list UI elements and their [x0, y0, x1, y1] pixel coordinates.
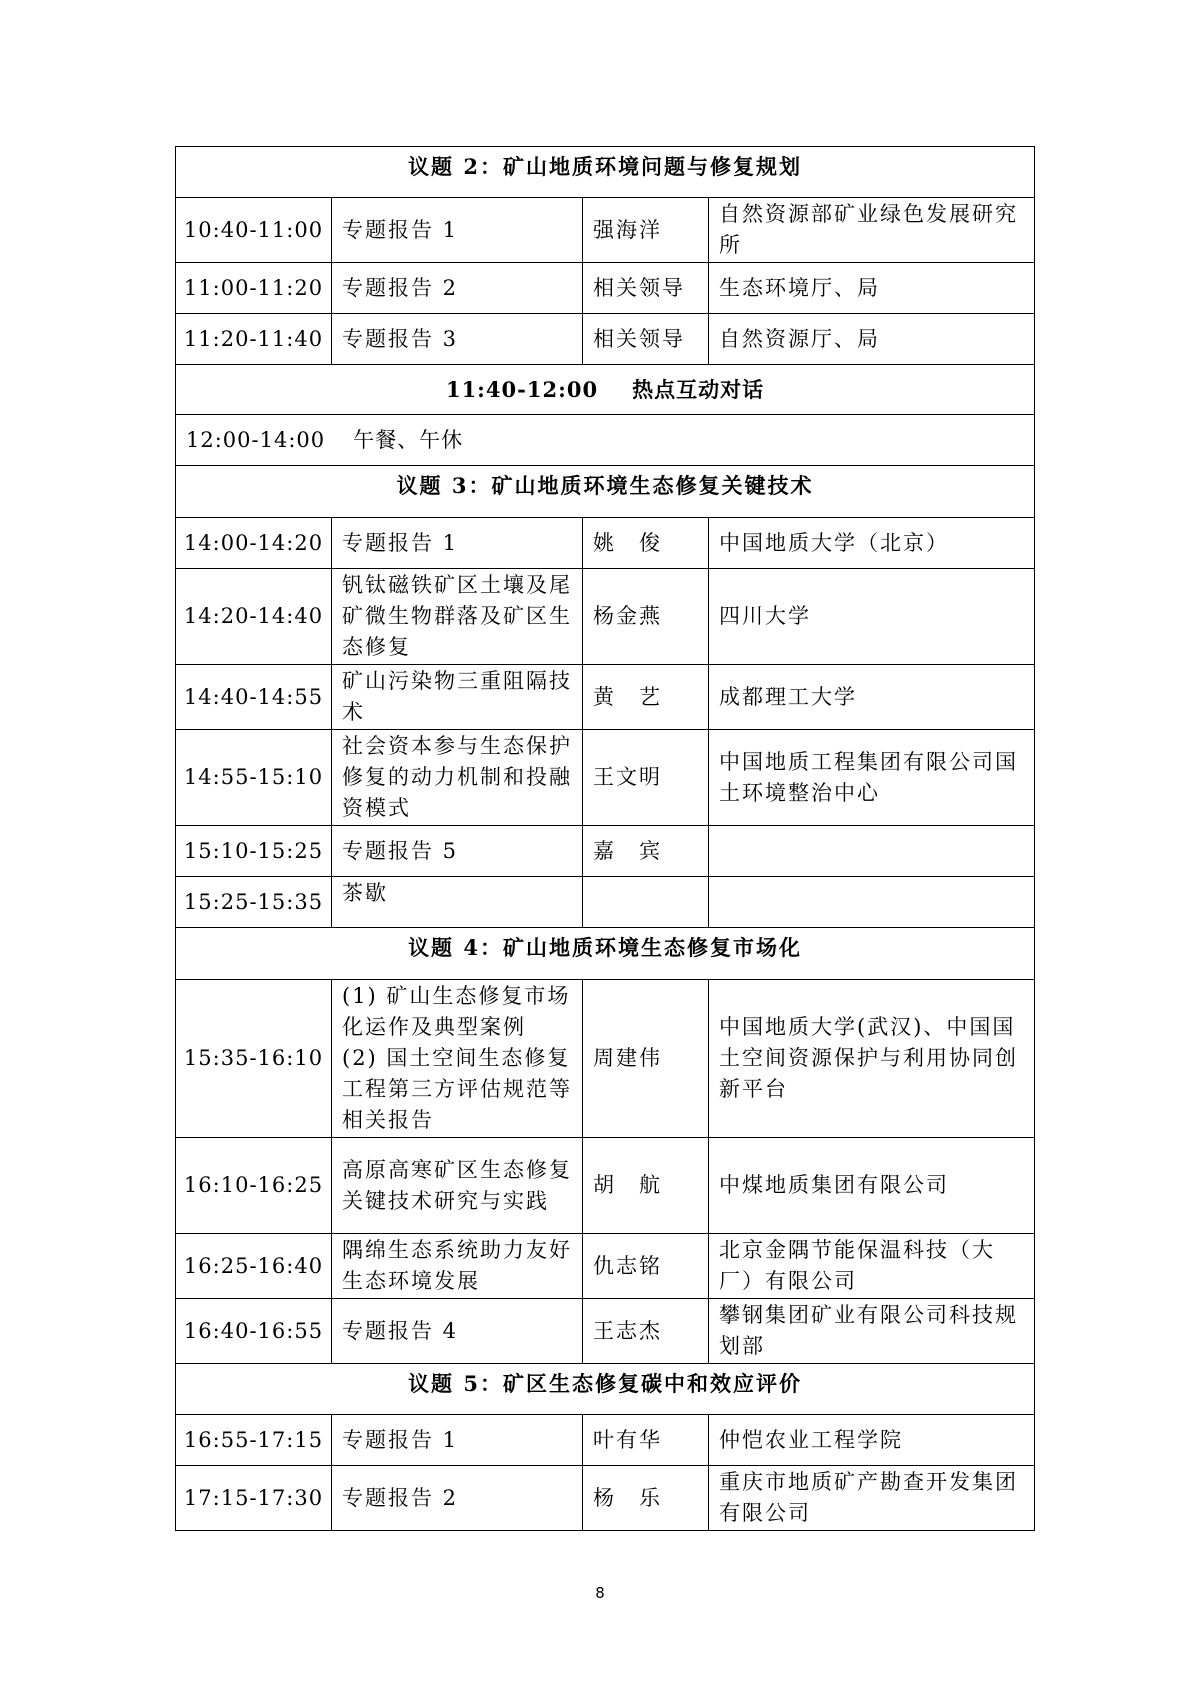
speaker-cell: 仇志铭 [583, 1234, 709, 1299]
section-header-row [176, 466, 1035, 518]
time-cell: 14:00-14:20 [176, 518, 332, 569]
table-row [176, 263, 1035, 314]
lunch-cell [176, 415, 1035, 466]
time-cell: 16:55-17:15 [176, 1415, 332, 1466]
title-cell: 矿山污染物三重阻隔技术 [332, 665, 583, 730]
dialogue-time: 11:40-12:00 [445, 377, 599, 402]
dialogue-label: 热点互动对话 [632, 377, 765, 402]
org-cell: 中国地质大学(武汉)、中国国土空间资源保护与利用协同创新平台 [709, 980, 1035, 1138]
org-cell: 攀钢集团矿业有限公司科技规划部 [709, 1299, 1035, 1364]
topic-5-heading: 议题 5：矿区生态修复碳中和效应评价 [176, 1364, 1035, 1415]
title-line: (2) 国土空间生态修复工程第三方评估规范等相关报告 [342, 1046, 572, 1132]
lunch-label: 午餐、午休 [353, 427, 464, 452]
title-cell: 专题报告 1 [332, 1415, 583, 1466]
title-cell: 社会资本参与生态保护修复的动力机制和投融资模式 [332, 730, 583, 826]
table-row [176, 198, 1035, 263]
table-row [176, 569, 1035, 665]
time-cell: 16:10-16:25 [176, 1138, 332, 1234]
topic-4-heading: 议题 4：矿山地质环境生态修复市场化 [176, 928, 1035, 980]
title-cell: 专题报告 1 [332, 518, 583, 569]
org-cell [709, 877, 1035, 928]
page-number: 8 [595, 1584, 605, 1602]
org-cell: 成都理工大学 [709, 665, 1035, 730]
time-cell: 11:00-11:20 [176, 263, 332, 314]
org-cell: 重庆市地质矿产勘查开发集团有限公司 [709, 1466, 1035, 1531]
speaker-cell: 杨金燕 [583, 569, 709, 665]
lunch-time: 12:00-14:00 [186, 427, 326, 452]
dialogue-cell [176, 365, 1035, 415]
title-cell [332, 980, 583, 1138]
lunch-row [176, 415, 1035, 466]
topic-2-heading: 议题 2：矿山地质环境问题与修复规划 [176, 147, 1035, 198]
time-cell: 14:20-14:40 [176, 569, 332, 665]
speaker-cell: 姚 俊 [583, 518, 709, 569]
speaker-cell: 王文明 [583, 730, 709, 826]
org-cell: 自然资源部矿业绿色发展研究所 [709, 198, 1035, 263]
speaker-cell: 嘉 宾 [583, 826, 709, 877]
table-row [176, 877, 1035, 928]
table-row [176, 1299, 1035, 1364]
speaker-cell: 王志杰 [583, 1299, 709, 1364]
table-row [176, 1415, 1035, 1466]
time-cell: 16:40-16:55 [176, 1299, 332, 1364]
speaker-cell: 杨 乐 [583, 1466, 709, 1531]
title-cell: 专题报告 4 [332, 1299, 583, 1364]
table-row [176, 665, 1035, 730]
speaker-cell: 周建伟 [583, 980, 709, 1138]
dialogue-row [176, 365, 1035, 415]
org-cell: 仲恺农业工程学院 [709, 1415, 1035, 1466]
title-line: (1) 矿山生态修复市场化运作及典型案例 [342, 984, 571, 1039]
speaker-cell: 相关领导 [583, 263, 709, 314]
org-cell: 中煤地质集团有限公司 [709, 1138, 1035, 1234]
title-cell: 隅绵生态系统助力友好生态环境发展 [332, 1234, 583, 1299]
title-cell: 专题报告 1 [332, 198, 583, 263]
topic-3-heading: 议题 3：矿山地质环境生态修复关键技术 [176, 466, 1035, 518]
org-cell: 自然资源厅、局 [709, 314, 1035, 365]
time-cell: 15:35-16:10 [176, 980, 332, 1138]
org-cell [709, 826, 1035, 877]
time-cell: 15:25-15:35 [176, 877, 332, 928]
section-header-row [176, 147, 1035, 198]
title-cell: 高原高寒矿区生态修复关键技术研究与实践 [332, 1138, 583, 1234]
title-cell: 专题报告 5 [332, 826, 583, 877]
org-cell: 中国地质工程集团有限公司国土环境整治中心 [709, 730, 1035, 826]
title-cell: 专题报告 2 [332, 1466, 583, 1531]
org-cell: 北京金隅节能保温科技（大厂）有限公司 [709, 1234, 1035, 1299]
schedule-table [175, 146, 1035, 1531]
table-row [176, 730, 1035, 826]
section-header-row [176, 1364, 1035, 1415]
speaker-cell: 强海洋 [583, 198, 709, 263]
org-cell: 生态环境厅、局 [709, 263, 1035, 314]
speaker-cell: 黄 艺 [583, 665, 709, 730]
time-cell: 10:40-11:00 [176, 198, 332, 263]
table-row [176, 314, 1035, 365]
time-cell: 15:10-15:25 [176, 826, 332, 877]
title-cell: 专题报告 2 [332, 263, 583, 314]
time-cell: 11:20-11:40 [176, 314, 332, 365]
speaker-cell [583, 877, 709, 928]
table-row [176, 1138, 1035, 1234]
speaker-cell: 相关领导 [583, 314, 709, 365]
speaker-cell: 叶有华 [583, 1415, 709, 1466]
org-cell: 四川大学 [709, 569, 1035, 665]
table-row [176, 826, 1035, 877]
title-cell: 专题报告 3 [332, 314, 583, 365]
table-row [176, 1234, 1035, 1299]
org-cell: 中国地质大学（北京） [709, 518, 1035, 569]
table-row [176, 980, 1035, 1138]
table-row [176, 1466, 1035, 1531]
time-cell: 16:25-16:40 [176, 1234, 332, 1299]
title-cell: 茶歇 [332, 877, 583, 928]
section-header-row [176, 928, 1035, 980]
table-row [176, 518, 1035, 569]
speaker-cell: 胡 航 [583, 1138, 709, 1234]
time-cell: 14:40-14:55 [176, 665, 332, 730]
time-cell: 17:15-17:30 [176, 1466, 332, 1531]
title-cell: 钒钛磁铁矿区土壤及尾矿微生物群落及矿区生态修复 [332, 569, 583, 665]
time-cell: 14:55-15:10 [176, 730, 332, 826]
